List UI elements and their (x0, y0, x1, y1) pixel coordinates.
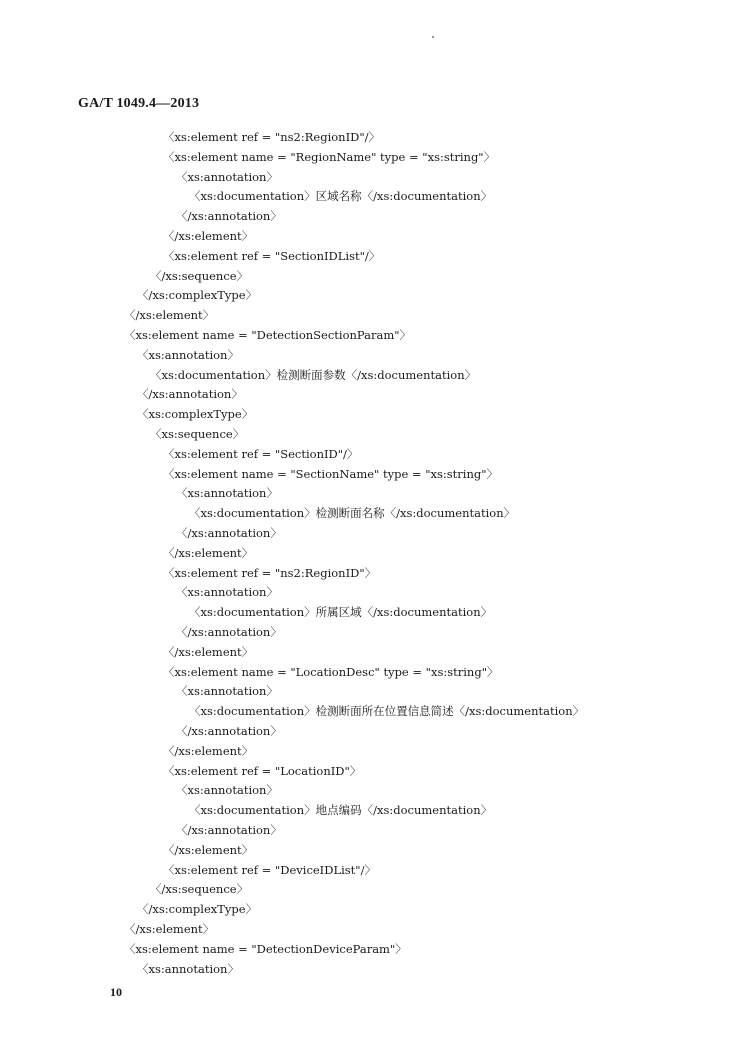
page-number: 10 (110, 985, 122, 999)
code-line: 〈/xs:element〉 (163, 229, 254, 243)
code-line: 〈/xs:element〉 (163, 545, 254, 560)
standard-code-header: GA/T 1049.4—2013 (78, 96, 200, 111)
code-line: 〈/xs:element〉 (163, 842, 254, 857)
code-line: 〈xs:element name = "DetectionDeviceParam"〉 (124, 941, 407, 956)
code-line: 〈xs:element ref = "SectionID"/〉 (163, 446, 359, 461)
code-line: 〈xs:documentation〉所属区域〈/xs:documentation〉 (189, 605, 493, 620)
code-line: 〈/xs:annotation〉 (176, 209, 282, 224)
code-line: 〈xs:complexType〉 (137, 407, 254, 422)
code-line: 〈xs:element name = "DetectionSectionParam"〉 (124, 328, 412, 342)
code-line: 〈/xs:element〉 (163, 644, 254, 659)
code-line: 〈xs:element ref = "LocationID"〉 (163, 763, 362, 778)
code-line: 〈xs:annotation〉 (176, 684, 278, 699)
code-line: 〈/xs:annotation〉 (176, 724, 282, 738)
code-line: 〈/xs:annotation〉 (176, 526, 282, 540)
code-line: 〈xs:documentation〉区域名称〈/xs:documentation〉 (189, 189, 493, 204)
code-line: 〈/xs:complexType〉 (137, 902, 258, 917)
code-line: 〈xs:element ref = "DeviceIDList"/〉 (163, 862, 376, 877)
code-line: 〈xs:annotation〉 (176, 169, 278, 184)
code-line: 〈xs:element name = "LocationDesc" type = "xs:string"〉 (163, 664, 499, 679)
code-line: 〈/xs:annotation〉 (137, 387, 243, 402)
code-line: 〈/xs:sequence〉 (150, 268, 249, 283)
code-line: 〈/xs:sequence〉 (150, 882, 249, 897)
code-line: 〈xs:documentation〉地点编码〈/xs:documentation〉 (189, 803, 493, 818)
code-line: 〈/xs:annotation〉 (176, 625, 282, 639)
scan-speck (432, 36, 434, 38)
code-line: 〈/xs:complexType〉 (137, 288, 258, 303)
code-line: 〈xs:element ref = "ns2:RegionID"/〉 (163, 130, 381, 144)
code-line: 〈xs:annotation〉 (176, 486, 278, 501)
code-line: 〈xs:annotation〉 (137, 961, 239, 976)
code-line: 〈/xs:element〉 (124, 308, 215, 323)
code-line: 〈xs:documentation〉检测断面参数〈/xs:documentation〉 (150, 367, 477, 382)
code-line: 〈xs:annotation〉 (176, 783, 278, 798)
code-line: 〈xs:element ref = "ns2:RegionID"〉 (163, 565, 377, 580)
code-line: 〈xs:element ref = "SectionIDList"/〉 (163, 248, 381, 263)
code-line: 〈/xs:element〉 (124, 922, 215, 936)
code-line: 〈xs:documentation〉检测断面所在位置信息简述〈/xs:documentation〉 (189, 704, 585, 719)
code-line: 〈/xs:element〉 (163, 743, 254, 758)
code-line: 〈xs:annotation〉 (137, 347, 239, 362)
code-line: 〈xs:sequence〉 (150, 427, 245, 441)
code-line: 〈xs:documentation〉检测断面名称〈/xs:documentation〉 (189, 506, 516, 521)
code-line: 〈xs:element name = "RegionName" type = "xs:string"〉 (163, 149, 496, 164)
code-line: 〈xs:element name = "SectionName" type = "xs:string"〉 (163, 466, 499, 481)
code-line: 〈xs:annotation〉 (176, 585, 278, 600)
code-line: 〈/xs:annotation〉 (176, 823, 282, 837)
